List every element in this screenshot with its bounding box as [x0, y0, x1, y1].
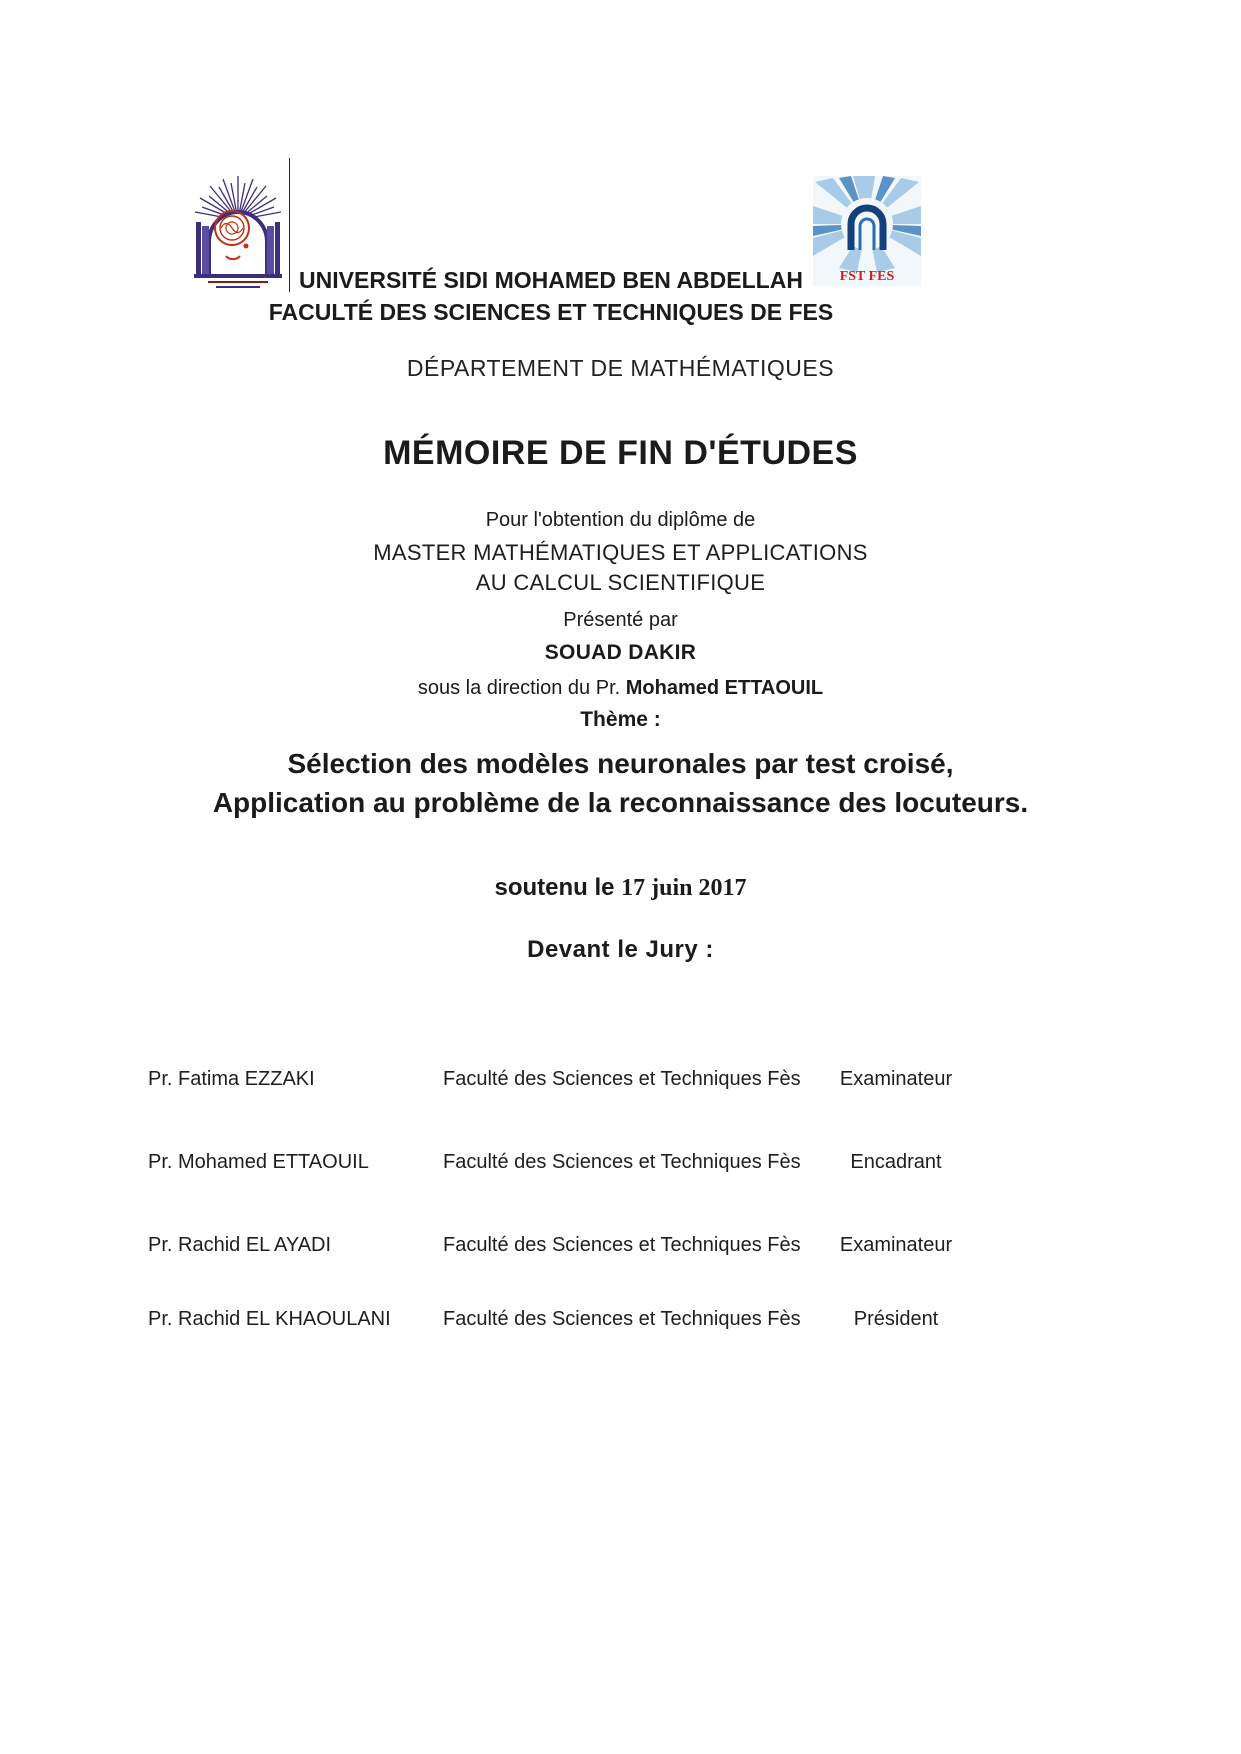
faculty-name: FACULTÉ DES SCIENCES ET TECHNIQUES DE FES	[268, 299, 834, 325]
defense-date: 17 juin 2017	[621, 875, 747, 901]
jury-member-role: Encadrant	[850, 1151, 942, 1173]
supervision-prefix: sous la direction du Pr.	[417, 677, 626, 699]
diploma-name-line2: AU CALCUL SCIENTIFIQUE	[475, 570, 766, 595]
supervision-line	[0, 677, 1241, 700]
jury-heading: Devant le Jury :	[527, 936, 714, 963]
jury-row	[0, 1068, 1241, 1094]
theme-line1: Sélection des modèles neuronales par test croisé,	[287, 748, 954, 779]
theme-line2: Application au problème de la reconnaissance des locuteurs.	[212, 787, 1029, 818]
defense-date-line	[0, 874, 1241, 902]
supervisor-name: Mohamed ETTAOUIL	[625, 677, 824, 699]
thesis-theme-title	[0, 744, 1241, 822]
jury-member-name: Pr. Fatima EZZAKI	[148, 1068, 315, 1090]
defense-prefix: soutenu le	[494, 874, 622, 901]
department-name: DÉPARTEMENT DE MATHÉMATIQUES	[406, 355, 835, 381]
jury-row	[0, 1151, 1241, 1177]
university-name: UNIVERSITÉ SIDI MOHAMED BEN ABDELLAH	[299, 267, 803, 293]
jury-member-institution: Faculté des Sciences et Techniques Fès	[443, 1068, 801, 1090]
document-title: MÉMOIRE DE FIN D'ÉTUDES	[383, 434, 858, 472]
jury-row	[0, 1308, 1241, 1334]
jury-member-role: Président	[853, 1308, 939, 1330]
jury-member-role: Examinateur	[839, 1068, 953, 1090]
jury-member-institution: Faculté des Sciences et Techniques Fès	[443, 1151, 801, 1173]
university-header	[170, 264, 932, 328]
diploma-intro: Pour l'obtention du diplôme de	[485, 509, 756, 531]
theme-label: Thème :	[580, 708, 661, 731]
author-name: SOUAD DAKIR	[544, 641, 697, 664]
jury-row	[0, 1234, 1241, 1260]
jury-member-role: Examinateur	[839, 1234, 953, 1256]
presented-by-label: Présenté par	[563, 609, 678, 631]
jury-member-name: Pr. Rachid EL AYADI	[148, 1234, 332, 1256]
jury-member-name: Pr. Mohamed ETTAOUIL	[148, 1151, 369, 1173]
jury-member-institution: Faculté des Sciences et Techniques Fès	[443, 1234, 801, 1256]
jury-member-institution: Faculté des Sciences et Techniques Fès	[443, 1308, 801, 1330]
jury-member-name: Pr. Rachid EL KHAOULANI	[148, 1308, 391, 1330]
diploma-name-line1: MASTER MATHÉMATIQUES ET APPLICATIONS	[373, 540, 868, 565]
fst-fes-logo-text: FST FES	[839, 269, 895, 284]
